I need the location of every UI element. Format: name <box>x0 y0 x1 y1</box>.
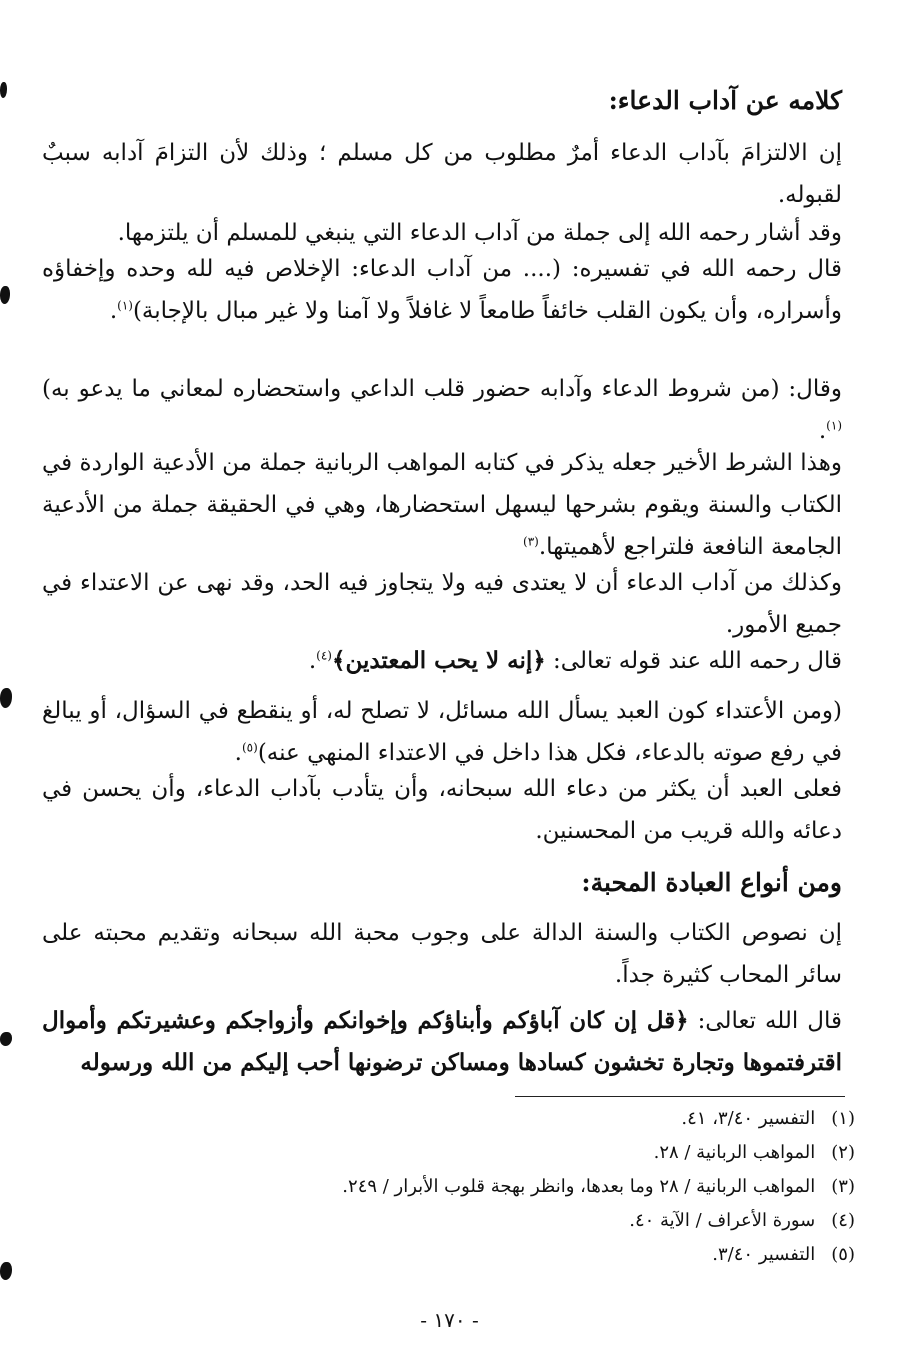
footnote-text: المواهب الربانية / ٢٨ وما بعدها، وانظر بهجة قلوب الأبرار / ٢٤٩. <box>342 1176 816 1197</box>
footnote-reference: (١) <box>117 298 133 313</box>
paragraph-text: قال رحمه الله في تفسيره: (.... من آداب الدعاء: الإخلاص فيه لله وحده وإخفاؤه وأسراره، وأن يكون القلب خائفاً طامعاً لا غافلاً ولا آمنا ولا غير مبال بالإجابة) <box>42 256 842 324</box>
paragraph <box>42 912 842 996</box>
paragraph: وقال: (من شروط الدعاء وآدابه حضور قلب الداعي واستحضاره لمعاني ما يدعو به)$^{(١)}$. <box>42 376 842 444</box>
paragraph-text: وهذا الشرط الأخير جعله يذكر في كتابه المواهب الربانية جملة من الأدعية الواردة في الكتاب والسنة ويقوم بشرحها ليسهل استحضارها، وهي في الحقيقة جملة من الأدعية الجامعة النافعة فلتراجع لأهميتها. <box>42 450 842 560</box>
paragraph <box>42 768 842 852</box>
quran-quote: ﴿قل إن كان آباؤكم وأبناؤكم وإخوانكم وأزواجكم وعشيرتكم وأموال اقترفتموها وتجارة تخشون كسادها ومساكن ترضونها أحب إليكم من الله ورسوله <box>42 1007 842 1076</box>
section-heading: ومن أنواع العبادة المحبة: <box>581 868 842 897</box>
footnote-separator <box>515 1096 845 1097</box>
quran-quote: ﴿إنه لا يحب المعتدين﴾ <box>331 647 546 674</box>
scan-mark <box>0 688 12 708</box>
footnote <box>75 1240 855 1270</box>
footnote <box>75 1104 855 1134</box>
footnote-number: (٢) <box>831 1142 855 1163</box>
paragraph: (ومن الأعتداء كون العبد يسأل الله مسائل، لا تصلح له، أو ينقطع في السؤال، أو يبالغ في رفع صوته بالدعاء، فكل هذا داخل في الاعتداء المنهي عنه)$^{(٥)}$. <box>42 698 842 766</box>
footnote-number: (٥) <box>831 1244 855 1265</box>
paragraph-text: إن الالتزامَ بآداب الدعاء أمرٌ مطلوب من كل مسلم ؛ وذلك لأن التزامَ آدابه سببٌ لقبوله. <box>42 140 842 208</box>
paragraph-text: فعلى العبد أن يكثر من دعاء الله سبحانه، وأن يتأدب بآداب الدعاء، وأن يحسن في دعائه والله قريب من المحسنين. <box>42 776 842 844</box>
paragraph <box>42 1000 842 1084</box>
footnote-reference: (٤) <box>316 648 332 663</box>
page-number: - ١٧٠ - <box>420 1308 479 1332</box>
footnote-text: المواهب الربانية / ٢٨. <box>653 1142 816 1163</box>
paragraph-text: وقال: (من شروط الدعاء وآدابه حضور قلب الداعي واستحضاره لمعاني ما يدعو به) <box>42 376 842 402</box>
footnote-text: سورة الأعراف / الآية ٤٠. <box>629 1210 816 1231</box>
paragraph <box>42 132 842 216</box>
footnote-reference: (٣) <box>523 534 539 549</box>
paragraph-text: وكذلك من آداب الدعاء أن لا يعتدى فيه ولا يتجاوز فيه الحد، وقد نهى عن الاعتداء في جميع الأمور. <box>42 570 842 638</box>
paragraph <box>42 562 842 646</box>
scan-mark <box>0 286 10 304</box>
footnote-text: التفسير ٣/٤٠، ٤١. <box>681 1108 816 1129</box>
footnote <box>75 1206 855 1236</box>
paragraph-text: قال رحمه الله عند قوله تعالى: <box>553 648 842 674</box>
paragraph: قال رحمه الله في تفسيره: (.... من آداب الدعاء: الإخلاص فيه لله وحده وإخفاؤه وأسراره، وأن يكون القلب خائفاً طامعاً لا غافلاً ولا آمنا ولا غير مبال بالإجابة)$^{(١)}$. <box>42 256 842 324</box>
paragraph <box>42 442 842 568</box>
paragraph-text: قال الله تعالى: <box>697 1008 842 1034</box>
scan-mark <box>0 1032 12 1046</box>
footnote-reference: (٥) <box>241 740 258 755</box>
footnote-text: التفسير ٣/٤٠. <box>712 1244 816 1265</box>
footnote-number: (٣) <box>831 1176 855 1197</box>
scan-mark <box>0 1262 12 1280</box>
paragraph-text: وقد أشار رحمه الله إلى جملة من آداب الدعاء التي ينبغي للمسلم أن يلتزمها. <box>117 220 842 246</box>
footnote-number: (٤) <box>831 1210 855 1231</box>
scan-mark <box>0 82 7 98</box>
footnote-number: (١) <box>831 1108 855 1129</box>
footnote <box>75 1138 855 1168</box>
paragraph-text: إن نصوص الكتاب والسنة الدالة على وجوب محبة الله سبحانه وتقديم محبته على سائر المحاب كثيرة جداً. <box>42 920 842 988</box>
paragraph-text: (ومن الأعتداء كون العبد يسأل الله مسائل، لا تصلح له، أو ينقطع في السؤال، أو يبالغ في رفع صوته بالدعاء، فكل هذا داخل في الاعتداء المنهي عنه) <box>42 698 842 766</box>
section-heading: كلامه عن آداب الدعاء: <box>608 86 842 115</box>
footnote <box>75 1172 855 1202</box>
paragraph: قال رحمه الله عند قوله تعالى: ﴿إنه لا يحب المعتدين﴾$^{(٤)}$. <box>308 647 842 674</box>
footnote-reference: (١) <box>826 418 842 433</box>
